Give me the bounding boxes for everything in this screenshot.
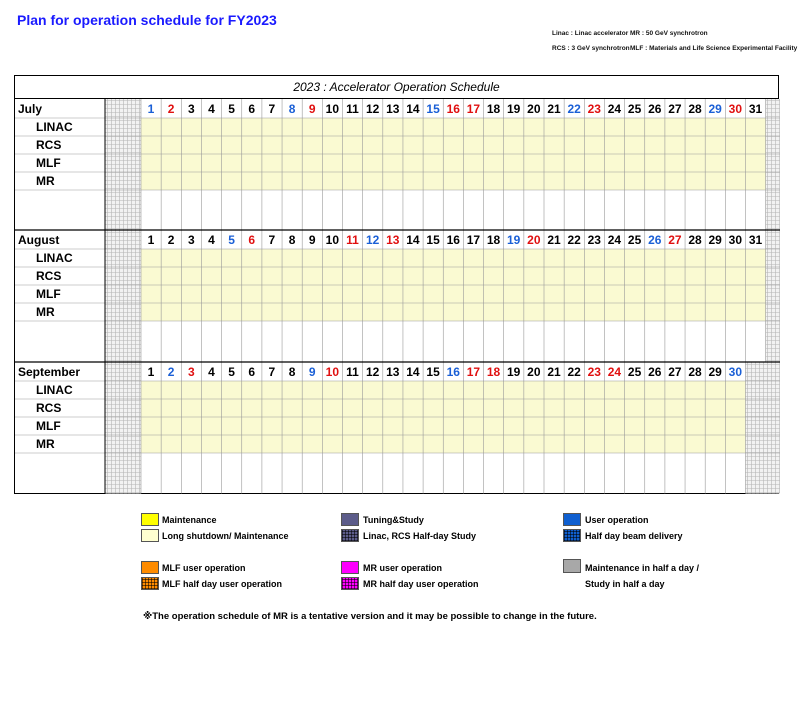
day-number: 2 <box>167 233 175 247</box>
day-number: 11 <box>346 102 359 116</box>
month-hatch-right <box>746 362 781 494</box>
tuning-swatch <box>341 513 359 526</box>
day-number: 13 <box>386 233 400 247</box>
day-number: 23 <box>587 233 601 247</box>
day-number: 3 <box>187 233 195 247</box>
day-number: 4 <box>208 365 215 379</box>
day-number: 19 <box>507 102 521 116</box>
day-number: 17 <box>466 365 481 379</box>
accelerator-label-mlf: MLF <box>36 156 61 170</box>
legend-tuning-study: Tuning&Study <box>363 515 424 525</box>
maintenance-swatch <box>141 513 159 526</box>
day-number: 8 <box>288 102 296 116</box>
day-number: 31 <box>748 233 763 247</box>
day-number: 27 <box>668 233 682 247</box>
day-number: 22 <box>567 233 581 247</box>
mr-tentative-note: ※The operation schedule of MR is a tentative version and it may be possible to change in the future. <box>143 611 597 622</box>
accelerator-label-linac: LINAC <box>36 383 73 397</box>
legend-mlf-half-day: MLF half day user operation <box>162 579 283 589</box>
day-number: 30 <box>728 233 743 247</box>
day-number: 7 <box>268 365 276 379</box>
day-number: 29 <box>708 102 722 116</box>
day-number: 1 <box>147 365 155 379</box>
day-number: 31 <box>748 102 763 116</box>
day-number: 21 <box>547 233 561 247</box>
day-number: 10 <box>325 365 340 379</box>
day-number: 6 <box>248 365 256 379</box>
legend-user-operation: User operation <box>585 515 649 525</box>
day-number: 28 <box>688 233 702 247</box>
day-number: 17 <box>466 233 481 247</box>
legend-half-day-beam: Half day beam delivery <box>585 531 683 541</box>
schedule-grid <box>15 76 780 495</box>
day-number: 5 <box>228 233 235 247</box>
day-number: 9 <box>308 102 316 116</box>
day-number: 24 <box>607 233 622 247</box>
day-number: 8 <box>288 365 296 379</box>
abbr-mr: MR : 50 GeV synchrotron <box>630 30 708 37</box>
day-number: 8 <box>288 233 296 247</box>
day-number: 25 <box>627 233 642 247</box>
accelerator-label-mlf: MLF <box>36 419 61 433</box>
day-number: 26 <box>648 233 662 247</box>
day-number: 4 <box>208 102 215 116</box>
month-label-august: August <box>18 233 60 247</box>
mr-user-swatch <box>341 561 359 574</box>
day-number: 16 <box>446 102 460 116</box>
day-number: 17 <box>466 102 481 116</box>
day-number: 22 <box>567 365 581 379</box>
day-number: 14 <box>406 233 420 247</box>
accelerator-label-linac: LINAC <box>36 120 73 134</box>
legend-long-shutdown: Long shutdown/ Maintenance <box>162 531 289 541</box>
day-number: 15 <box>426 233 440 247</box>
day-number: 18 <box>486 365 501 379</box>
day-number: 24 <box>607 102 622 116</box>
month-label-september: September <box>18 365 81 379</box>
day-number: 25 <box>627 102 642 116</box>
legend-half-maintenance-2: Study in half a day <box>585 579 665 589</box>
day-number: 15 <box>426 102 440 116</box>
day-number: 2 <box>167 365 175 379</box>
day-number: 14 <box>406 102 420 116</box>
day-number: 14 <box>406 365 420 379</box>
abbr-rcs: RCS : 3 GeV synchrotron <box>552 45 630 52</box>
day-number: 30 <box>728 102 743 116</box>
day-number: 11 <box>346 365 359 379</box>
day-number: 27 <box>668 102 682 116</box>
legend-mr-user: MR user operation <box>363 563 443 573</box>
day-number: 23 <box>587 365 601 379</box>
day-number: 13 <box>386 365 400 379</box>
day-number: 3 <box>187 365 195 379</box>
day-number: 10 <box>325 233 340 247</box>
day-number: 20 <box>527 233 541 247</box>
day-number: 12 <box>365 102 380 116</box>
half-day-beam-swatch <box>563 529 581 542</box>
user-operation-swatch <box>563 513 581 526</box>
day-number: 24 <box>607 365 622 379</box>
month-hatch-right <box>766 99 780 231</box>
day-number: 22 <box>567 102 581 116</box>
legend-mlf-user: MLF user operation <box>162 563 246 573</box>
accelerator-label-rcs: RCS <box>36 401 62 415</box>
abbr-mlf: MLF : Materials and Life Science Experimental Facility <box>630 45 798 52</box>
legend-mr-half-day: MR half day user operation <box>363 579 479 589</box>
month-hatch-left <box>105 230 141 362</box>
page-title: Plan for operation schedule for FY2023 <box>17 12 277 28</box>
day-number: 16 <box>446 365 460 379</box>
accelerator-label-mr: MR <box>36 437 55 451</box>
day-number: 1 <box>147 102 155 116</box>
schedule-title: 2023 : Accelerator Operation Schedule <box>15 76 778 99</box>
day-number: 21 <box>547 102 561 116</box>
day-number: 3 <box>187 102 195 116</box>
day-number: 6 <box>248 102 256 116</box>
accelerator-label-mr: MR <box>36 305 55 319</box>
accelerator-label-rcs: RCS <box>36 269 62 283</box>
day-number: 29 <box>708 365 722 379</box>
day-number: 18 <box>486 102 501 116</box>
day-number: 26 <box>648 365 662 379</box>
day-number: 6 <box>248 233 256 247</box>
day-number: 28 <box>688 365 702 379</box>
day-number: 20 <box>527 102 541 116</box>
day-number: 2 <box>167 102 175 116</box>
day-number: 5 <box>228 365 235 379</box>
day-number: 5 <box>228 102 235 116</box>
day-number: 26 <box>648 102 662 116</box>
accelerator-label-linac: LINAC <box>36 251 73 265</box>
day-number: 11 <box>346 233 359 247</box>
day-number: 18 <box>486 233 501 247</box>
day-number: 23 <box>587 102 601 116</box>
day-number: 7 <box>268 102 276 116</box>
day-number: 4 <box>208 233 215 247</box>
day-number: 28 <box>688 102 702 116</box>
day-number: 25 <box>627 365 642 379</box>
day-number: 19 <box>507 233 521 247</box>
legend-half-day-study: Linac, RCS Half-day Study <box>363 531 477 541</box>
half-maintenance-swatch <box>563 559 581 573</box>
day-number: 29 <box>708 233 722 247</box>
day-number: 16 <box>446 233 460 247</box>
accelerator-label-mlf: MLF <box>36 287 61 301</box>
month-label-july: July <box>18 102 43 116</box>
schedule-table <box>14 75 779 494</box>
legend-maintenance: Maintenance <box>162 515 217 525</box>
day-number: 27 <box>668 365 682 379</box>
legend-half-maintenance-1: Maintenance in half a day / <box>585 563 700 573</box>
day-number: 9 <box>308 365 316 379</box>
day-number: 12 <box>365 233 380 247</box>
half-day-study-swatch <box>341 529 359 542</box>
day-number: 7 <box>268 233 276 247</box>
month-hatch-left <box>105 362 141 494</box>
day-number: 9 <box>308 233 316 247</box>
accelerator-label-mr: MR <box>36 174 55 188</box>
mlf-user-swatch <box>141 561 159 574</box>
day-number: 10 <box>325 102 340 116</box>
day-number: 12 <box>365 365 380 379</box>
long-shutdown-swatch <box>141 529 159 542</box>
accelerator-label-rcs: RCS <box>36 138 62 152</box>
month-hatch-left <box>105 99 141 231</box>
mr-half-day-swatch <box>341 577 359 590</box>
day-number: 20 <box>527 365 541 379</box>
day-number: 13 <box>386 102 400 116</box>
day-number: 15 <box>426 365 440 379</box>
day-number: 30 <box>728 365 743 379</box>
abbr-linac: Linac : Linac accelerator <box>552 30 629 37</box>
mlf-half-day-swatch <box>141 577 159 590</box>
month-hatch-right <box>766 230 780 362</box>
day-number: 21 <box>547 365 561 379</box>
day-number: 19 <box>507 365 521 379</box>
day-number: 1 <box>147 233 155 247</box>
